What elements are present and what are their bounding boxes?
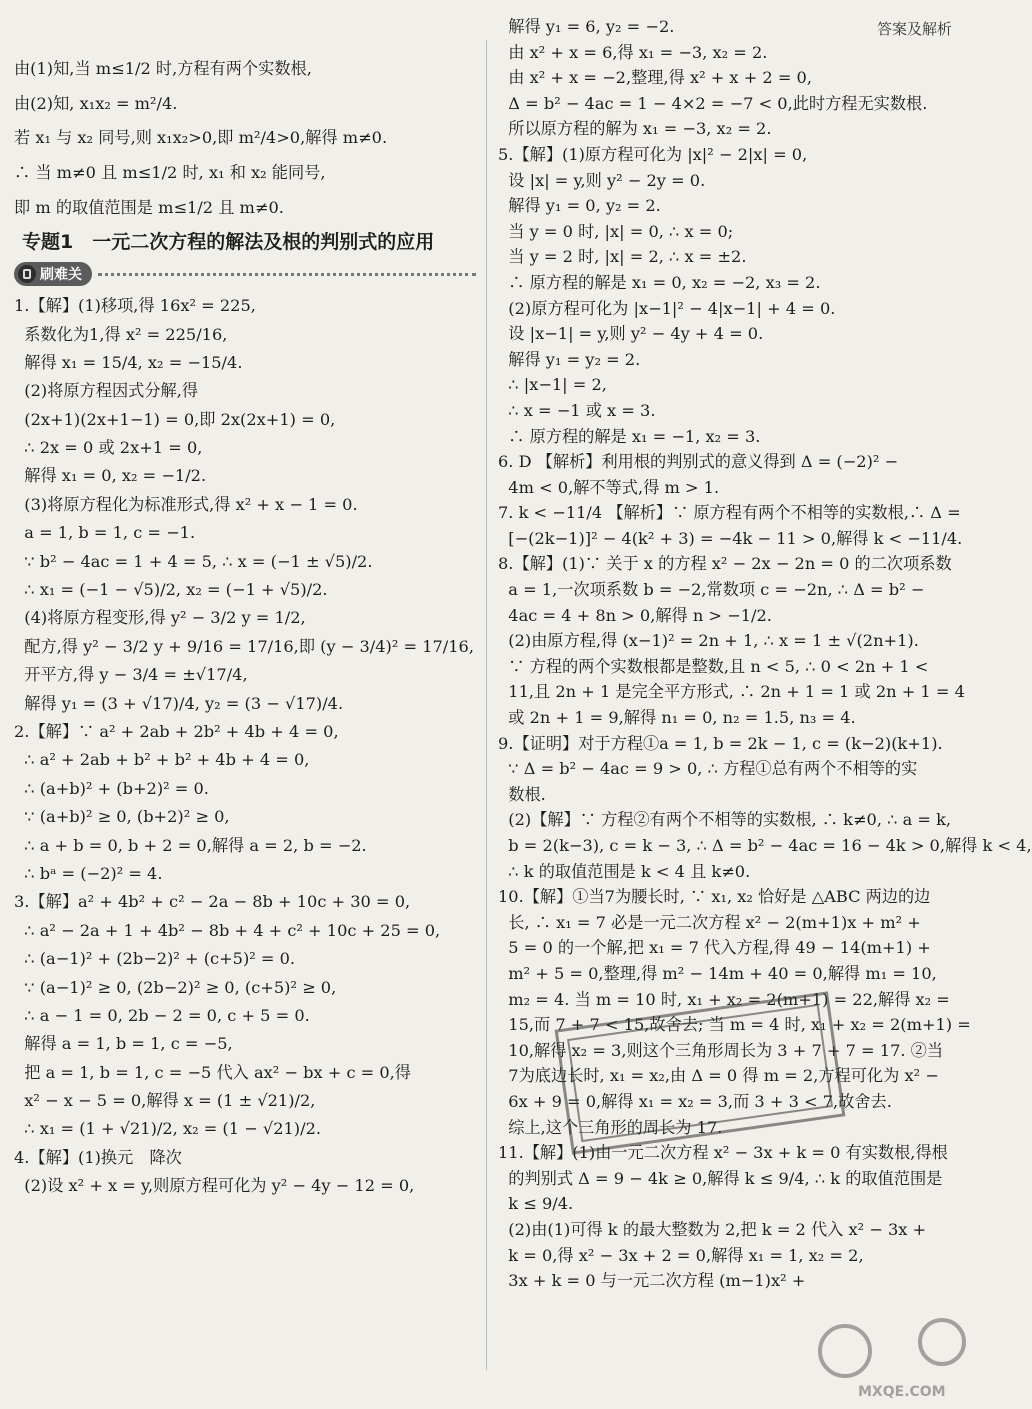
text-line: 11,且 2n + 1 是完全平方形式, ∴ 2n + 1 = 1 或 2n + 1 = 4 [498, 682, 965, 702]
text-line: m₂ = 4. 当 m = 10 时, x₁ + x₂ = 2(m+1) = 22,解得 x₂ = [498, 989, 950, 1009]
text-line: (2)设 x² + x = y,则原方程可化为 y² − 4y − 12 = 0, [14, 1176, 415, 1196]
text-line: 设 |x−1| = y,则 y² − 4y + 4 = 0. [498, 324, 764, 344]
text-line: 由(2)知, x₁x₂ = m²/4. [14, 93, 178, 113]
text-line: ∵ b² − 4ac = 1 + 4 = 5, ∴ x = (−1 ± √5)/2. [14, 551, 373, 571]
text-line: 解得 y₁ = 0, y₂ = 2. [498, 196, 661, 216]
text-line: 的判别式 Δ = 9 − 4k ≥ 0,解得 k ≤ 9/4, ∴ k 的取值范围是 [498, 1168, 943, 1188]
text-line: 解得 y₁ = y₂ = 2. [498, 349, 641, 369]
text-line: ∴ 原方程的解是 x₁ = 0, x₂ = −2, x₃ = 2. [498, 272, 821, 292]
text-line: ∴ a² + 2ab + b² + b² + 4b + 4 = 0, [14, 750, 310, 770]
dotted-rule [98, 272, 476, 276]
text-line: ∴ (a+b)² + (b+2)² = 0. [14, 778, 209, 798]
text-line: 2.【解】∵ a² + 2ab + 2b² + 4b + 4 = 0, [14, 721, 339, 741]
text-line: ∴ 原方程的解是 x₁ = −1, x₂ = 3. [498, 426, 761, 446]
text-line: 当 y = 0 时, |x| = 0, ∴ x = 0; [498, 221, 734, 241]
text-line: 综上,这个三角形的周长为 17. [498, 1117, 723, 1137]
text-line: 由 x² + x = −2,整理,得 x² + x + 2 = 0, [498, 68, 812, 88]
text-line: a = 1, b = 1, c = −1. [14, 523, 196, 543]
text-line: 或 2n + 1 = 9,解得 n₁ = 0, n₂ = 1.5, n₃ = 4. [498, 708, 856, 728]
text-line: 数根. [498, 784, 546, 804]
text-line: 解得 x₁ = 0, x₂ = −1/2. [14, 466, 207, 486]
text-line: 解得 x₁ = 15/4, x₂ = −15/4. [14, 352, 243, 372]
practice-badge [14, 262, 92, 286]
text-line: ∴ bᵃ = (−2)² = 4. [14, 863, 163, 883]
text-line: 所以原方程的解为 x₁ = −3, x₂ = 2. [498, 119, 772, 139]
text-line: ∵ (a−1)² ≥ 0, (2b−2)² ≥ 0, (c+5)² ≥ 0, [14, 977, 337, 997]
text-line: 10,解得 x₂ = 3,则这个三角形周长为 3 + 7 + 7 = 17. ②当 [498, 1040, 944, 1060]
text-line: Δ = b² − 4ac = 1 − 4×2 = −7 < 0,此时方程无实数根. [498, 93, 928, 113]
text-line: ∴ |x−1| = 2, [498, 375, 607, 395]
text-line: 11.【解】(1)由一元二次方程 x² − 3x + k = 0 有实数根,得根 [498, 1143, 948, 1163]
text-line: 当 y = 2 时, |x| = 2, ∴ x = ±2. [498, 247, 747, 267]
watermark-circle-icon [818, 1324, 872, 1378]
text-line: ∴ x₁ = (1 + √21)/2, x₂ = (1 − √21)/2. [14, 1119, 322, 1139]
text-line: k ≤ 9/4. [498, 1194, 574, 1214]
text-line: 把 a = 1, b = 1, c = −5 代入 ax² − bx + c = 0,得 [14, 1062, 411, 1082]
text-line: (4)将原方程变形,得 y² − 3/2 y = 1/2, [14, 608, 306, 628]
text-line: 8.【解】(1)∵ 关于 x 的方程 x² − 2x − 2n = 0 的二次项系数 [498, 554, 952, 574]
intro-block [14, 60, 476, 217]
text-line: 1.【解】(1)移项,得 16x² = 225, [14, 296, 256, 316]
section-title: 专题1 一元二次方程的解法及根的判别式的应用 [22, 231, 435, 254]
text-line: 15,而 7 + 7 < 15,故舍去; 当 m = 4 时, x₁ + x₂ = 2(m+1) = [498, 1015, 971, 1035]
text-line: 7. k < −11/4 【解析】∵ 原方程有两个不相等的实数根,∴ Δ = [498, 503, 961, 523]
text-line: ∵ (a+b)² ≥ 0, (b+2)² ≥ 0, [14, 807, 230, 827]
text-line: [−(2k−1)]² − 4(k² + 3) = −4k − 11 > 0,解得 k < −11/4. [498, 528, 963, 548]
watermark-circle-icon [918, 1318, 966, 1366]
text-line: 4m < 0,解不等式,得 m > 1. [498, 477, 720, 497]
text-line: 解得 a = 1, b = 1, c = −5, [14, 1034, 233, 1054]
text-line: b = 2(k−3), c = k − 3, ∴ Δ = b² − 4ac = 16 − 4k > 0,解得 k < 4, [498, 836, 1032, 855]
watermark-text: MXQE.COM [858, 1384, 946, 1400]
text-line: (2x+1)(2x+1−1) = 0,即 2x(2x+1) = 0, [14, 409, 336, 429]
text-line: ∵ Δ = b² − 4ac = 9 > 0, ∴ 方程①总有两个不相等的实 [498, 759, 918, 779]
text-line: 解得 y₁ = (3 + √17)/4, y₂ = (3 − √17)/4. [14, 693, 344, 713]
text-line: ∴ 当 m≠0 且 m≤1/2 时, x₁ 和 x₂ 能同号, [14, 162, 326, 182]
site-watermark [818, 1318, 988, 1404]
text-line: 解得 y₁ = 6, y₂ = −2. [498, 17, 675, 36]
text-line: 7为底边长时, x₁ = x₂,由 Δ = 0 得 m = 2,方程可化为 x² − [498, 1066, 939, 1086]
left-answers [14, 292, 476, 1201]
badge-row [14, 262, 476, 286]
text-line: (2)原方程可化为 |x−1|² − 4|x−1| + 4 = 0. [498, 298, 836, 318]
text-line: 10.【解】①当7为腰长时, ∵ x₁, x₂ 恰好是 △ABC 两边的边 [498, 887, 931, 907]
text-line: a = 1,一次项系数 b = −2,常数项 c = −2n, ∴ Δ = b² − [498, 580, 925, 600]
text-line: 4ac = 4 + 8n > 0,解得 n > −1/2. [498, 605, 772, 625]
text-line: ∴ a + b = 0, b + 2 = 0,解得 a = 2, b = −2. [14, 835, 367, 855]
text-line: 5 = 0 的一个解,把 x₁ = 7 代入方程,得 49 − 14(m+1) + [498, 938, 931, 958]
text-line: 由(1)知,当 m≤1/2 时,方程有两个实数根, [14, 59, 312, 78]
book-icon [18, 265, 36, 283]
text-line: 若 x₁ 与 x₂ 同号,则 x₁x₂>0,即 m²/4>0,解得 m≠0. [14, 128, 388, 148]
text-line: 3.【解】a² + 4b² + c² − 2a − 8b + 10c + 30 = 0, [14, 892, 411, 912]
text-line: x² − x − 5 = 0,解得 x = (1 ± √21)/2, [14, 1091, 316, 1111]
text-line: m² + 5 = 0,整理,得 m² − 14m + 40 = 0,解得 m₁ = 10, [498, 963, 937, 983]
text-line: k = 0,得 x² − 3x + 2 = 0,解得 x₁ = 1, x₂ = 2, [498, 1245, 864, 1265]
text-line: (2)由(1)可得 k 的最大整数为 2,把 k = 2 代入 x² − 3x + [498, 1219, 927, 1239]
text-line: 4.【解】(1)换元 降次 [14, 1147, 182, 1167]
text-line: 配方,得 y² − 3/2 y + 9/16 = 17/16,即 (y − 3/4)² = 17/16, [14, 636, 474, 656]
text-line: 开平方,得 y − 3/4 = ±√17/4, [14, 665, 248, 685]
text-line: (3)将原方程化为标准形式,得 x² + x − 1 = 0. [14, 494, 358, 514]
page-header-label: 答案及解析 [876, 20, 952, 38]
text-line: 由 x² + x = 6,得 x₁ = −3, x₂ = 2. [498, 42, 768, 62]
text-line: ∴ 2x = 0 或 2x+1 = 0, [14, 438, 203, 458]
text-line: (2)【解】∵ 方程②有两个不相等的实数根, ∴ k≠0, ∴ a = k, [498, 810, 952, 830]
text-line: 系数化为1,得 x² = 225/16, [14, 324, 228, 344]
text-line: ∴ x = −1 或 x = 3. [498, 400, 656, 420]
text-line: 6. D 【解析】利用根的判别式的意义得到 Δ = (−2)² − [498, 452, 899, 472]
column-divider [486, 40, 487, 1370]
text-line: (2)由原方程,得 (x−1)² = 2n + 1, ∴ x = 1 ± √(2n+1). [498, 631, 919, 651]
text-line: ∴ a − 1 = 0, 2b − 2 = 0, c + 5 = 0. [14, 1005, 310, 1025]
text-line: 设 |x| = y,则 y² − 2y = 0. [498, 170, 706, 190]
text-line: ∴ a² − 2a + 1 + 4b² − 8b + 4 + c² + 10c + 25 = 0, [14, 920, 441, 940]
text-line: 长, ∴ x₁ = 7 必是一元二次方程 x² − 2(m+1)x + m² + [498, 912, 921, 932]
text-line: ∴ k 的取值范围是 k < 4 且 k≠0. [498, 861, 751, 881]
text-line: (2)将原方程因式分解,得 [14, 381, 199, 401]
text-line: ∴ x₁ = (−1 − √5)/2, x₂ = (−1 + √5)/2. [14, 580, 328, 600]
badge-label: 刷难关 [40, 267, 82, 284]
left-column [14, 60, 476, 1201]
text-line: 3x + k = 0 与一元二次方程 (m−1)x² + [498, 1271, 806, 1291]
text-line: 即 m 的取值范围是 m≤1/2 且 m≠0. [14, 197, 284, 217]
text-line: ∵ 方程的两个实数根都是整数,且 n < 5, ∴ 0 < 2n + 1 < [498, 656, 929, 676]
text-line: ∴ (a−1)² + (2b−2)² + (c+5)² = 0. [14, 949, 296, 969]
text-line: 5.【解】(1)原方程可化为 |x|² − 2|x| = 0, [498, 144, 808, 164]
text-line: 6x + 9 = 0,解得 x₁ = x₂ = 3,而 3 + 3 < 7,故舍去. [498, 1091, 892, 1111]
text-line: 9.【证明】对于方程①a = 1, b = 2k − 1, c = (k−2)(k+1). [498, 733, 943, 753]
